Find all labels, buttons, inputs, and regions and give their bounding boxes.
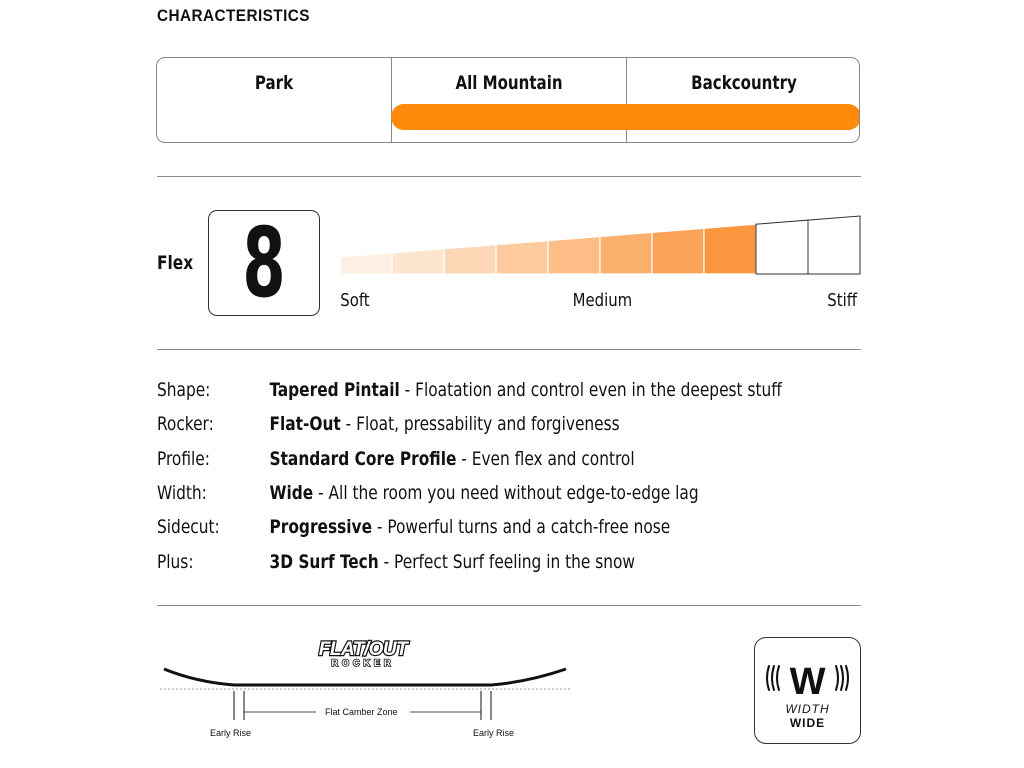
flex-segment-filled <box>340 253 392 274</box>
spec-desc: - All the room you need without edge-to-edge lag <box>313 482 699 504</box>
flat-camber-zone-label: Flat Camber Zone <box>325 707 398 717</box>
rocker-logo-line2: ROCKER <box>331 658 395 668</box>
flex-segment-filled <box>444 245 496 274</box>
divider <box>157 605 861 606</box>
flex-scale-soft-label: Soft <box>340 290 370 311</box>
rocker-logo-line1: FLAT/OUT <box>318 639 408 660</box>
flex-segment-filled <box>548 237 600 275</box>
spec-desc: - Float, pressability and forgiveness <box>340 413 620 435</box>
board-profile <box>164 669 566 685</box>
terrain-label-backcountry: Backcountry <box>691 72 797 94</box>
spec-key: Sidecut: <box>157 516 220 538</box>
early-rise-right-label: Early Rise <box>473 728 515 738</box>
terrain-label-park: Park <box>254 72 294 94</box>
spec-key: Rocker: <box>157 413 214 435</box>
divider <box>157 349 861 350</box>
rocker-diagram <box>156 636 576 751</box>
spec-name: Wide <box>269 482 314 504</box>
flex-segment-filled <box>652 228 704 274</box>
spec-desc: - Even flex and control <box>456 448 635 470</box>
terrain-label-all-mountain: All Mountain <box>455 72 563 94</box>
section-title: CHARACTERISTICS <box>157 6 310 25</box>
flex-segment-filled <box>392 249 444 274</box>
flex-scale-medium-label: Medium <box>572 290 633 311</box>
flex-scale <box>338 215 862 277</box>
width-icon <box>755 638 860 708</box>
spec-name: Standard Core Profile <box>269 448 457 470</box>
flex-segment-filled <box>600 232 652 274</box>
spec-name: 3D Surf Tech <box>269 551 379 573</box>
flex-segment-empty <box>808 216 860 274</box>
early-rise-left-label: Early Rise <box>210 728 252 738</box>
flex-segment-filled <box>704 224 756 274</box>
flex-scale-stiff-label: Stiff <box>827 290 858 311</box>
spec-name: Progressive <box>269 516 373 538</box>
width-badge-value: WIDE <box>789 716 826 730</box>
width-badge <box>754 637 861 744</box>
spec-key: Plus: <box>157 551 194 573</box>
flex-segment-filled <box>496 241 548 274</box>
terrain-highlight-bar <box>391 104 860 130</box>
flex-label: Flex <box>157 252 194 274</box>
width-letter-icon: W <box>789 661 826 703</box>
flex-rating-box <box>208 207 320 319</box>
terrain-col-park <box>157 58 391 142</box>
spec-key: Shape: <box>157 379 211 401</box>
width-badge-label: WIDTH <box>785 702 830 716</box>
spec-desc: - Perfect Surf feeling in the snow <box>378 551 636 573</box>
spec-key: Width: <box>157 482 207 504</box>
spec-key: Profile: <box>157 448 210 470</box>
flex-segment-empty <box>756 220 808 274</box>
divider <box>157 176 861 177</box>
spec-desc: - Floatation and control even in the deepest stuff <box>399 379 782 401</box>
flex-rating-value: 8 <box>242 207 286 319</box>
spec-name: Flat-Out <box>269 413 341 435</box>
terrain-chart <box>156 57 860 143</box>
spec-desc: - Powerful turns and a catch-free nose <box>372 516 671 538</box>
spec-name: Tapered Pintail <box>269 379 400 401</box>
